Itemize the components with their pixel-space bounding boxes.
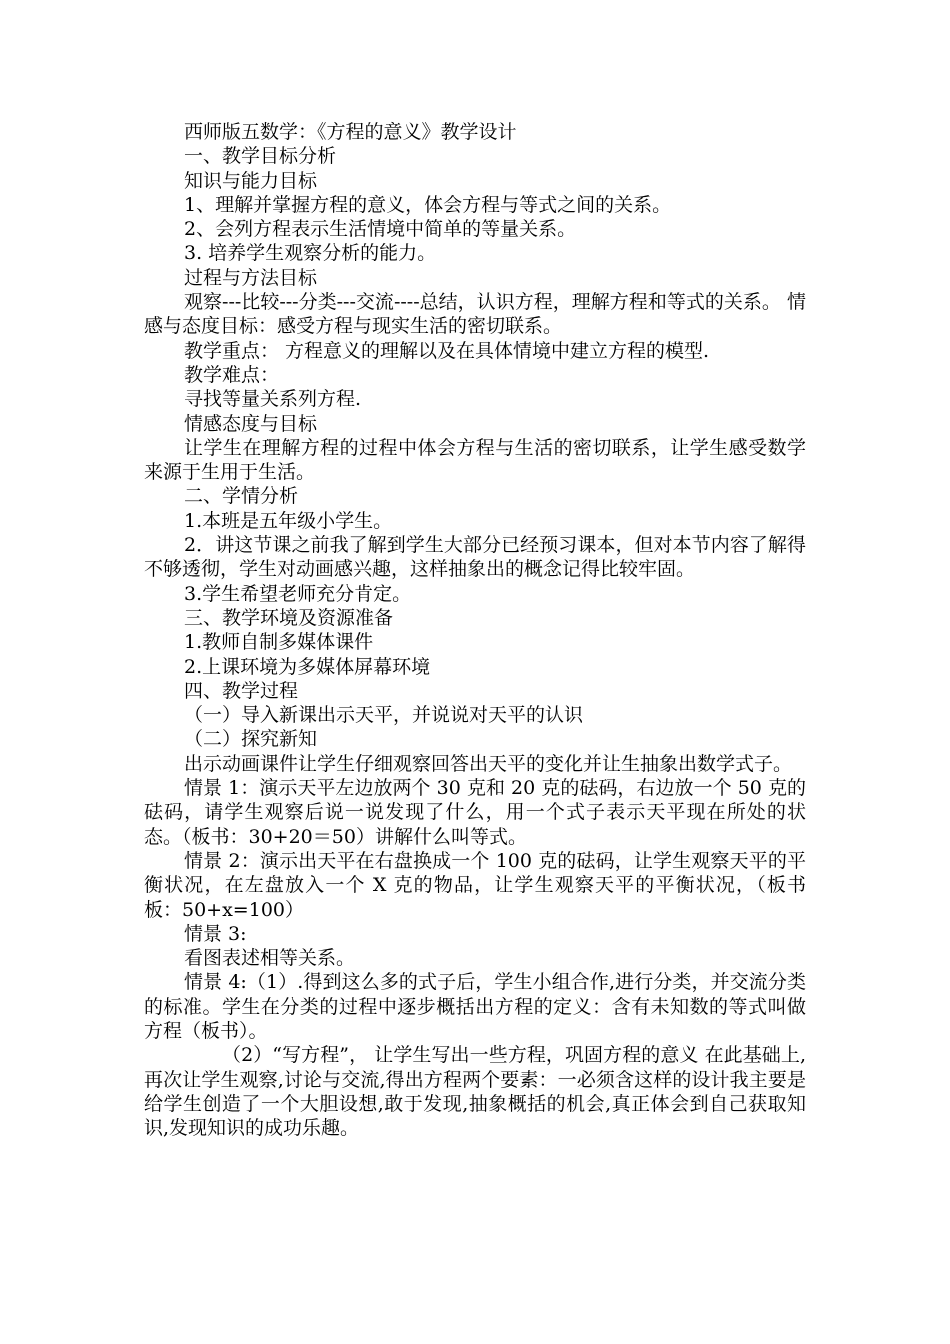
section-heading-1: 一、教学目标分析 <box>184 145 337 168</box>
paragraph-scene-2: 情景 2：演示出天平在右盘换成一个 100 克的砝码，让学生观察天平的平衡状况，在左盘放入一个 X 克的物品，让学生观察天平的平衡状况，（板书板：50+x=100） <box>144 849 806 921</box>
section-heading-2: 二、学情分析 <box>184 485 299 508</box>
paragraph: 1.教师自制多媒体课件 <box>184 631 374 654</box>
subheading-process-method: 过程与方法目标 <box>184 266 318 289</box>
paragraph: 1.本班是五年级小学生。 <box>184 509 393 532</box>
document-title: 西师版五数学：《方程的意义》教学设计 <box>184 121 517 143</box>
paragraph-scene-3: 情景 3: <box>184 922 247 945</box>
paragraph: 1、理解并掌握方程的意义，体会方程与等式之间的关系。 <box>184 193 672 216</box>
paragraph: 2、会列方程表示生活情境中简单的等量关系。 <box>184 218 577 241</box>
section-heading-4: 四、教学过程 <box>184 679 299 702</box>
paragraph-key-point: 教学重点： 方程意义的理解以及在具体情境中建立方程的模型. <box>184 339 710 362</box>
paragraph: （一）导入新课出示天平，并说说对天平的认识 <box>184 704 584 727</box>
paragraph: （二）探究新知 <box>184 728 318 751</box>
paragraph-difficulty: 教学难点： <box>184 363 280 386</box>
paragraph: 3. 培养学生观察分析的能力。 <box>184 242 437 265</box>
document-body <box>144 120 806 1140</box>
paragraph: 2．讲这节课之前我了解到学生大部分已经预习课本，但对本节内容了解得不够透彻，学生对动画感兴趣，这样抽象出的概念记得比较牢固。 <box>144 534 806 581</box>
paragraph: 寻找等量关系列方程. <box>184 388 362 411</box>
paragraph: 看图表述相等关系。 <box>184 947 356 970</box>
paragraph-scene-1: 情景 1：演示天平左边放两个 30 克和 20 克的砝码，右边放一个 50 克的砝码，请学生观察后说一说发现了什么，用一个式子表示天平现在所处的状态。（板书：30+20＝50）讲解什么叫等式。 <box>144 777 806 848</box>
paragraph-scene-4: 情景 4:（1）.得到这么多的式子后，学生小组合作,进行分类，并交流分类的标准。学生在分类的过程中逐步概括出方程的定义：含有未知数的等式叫做方程（板书）。 <box>144 971 806 1042</box>
subheading-emotion-attitude: 情感态度与目标 <box>184 412 318 435</box>
paragraph: 让学生在理解方程的过程中体会方程与生活的密切联系，让学生感受数学来源于生用于生活。 <box>144 436 806 484</box>
subheading-knowledge-ability: 知识与能力目标 <box>184 169 318 192</box>
paragraph: 2.上课环境为多媒体屏幕环境 <box>184 655 431 678</box>
paragraph: （2）“写方程”， 让学生写出一些方程，巩固方程的意义 在此基础上,再次让学生观察,讨论与交流,得出方程两个要素：一必须含这样的设计我主要是给学生创造了一个大胆设想,敢于发现,抽象概括的机会,真正体会到自己获取知识,发现知识的成功乐趣。 <box>144 1044 806 1140</box>
paragraph: 3.学生希望老师充分肯定。 <box>184 582 412 605</box>
paragraph: 观察---比较---分类---交流----总结，认识方程，理解方程和等式的关系。 情感与态度目标：感受方程与现实生活的密切联系。 <box>144 291 806 338</box>
paragraph: 出示动画课件让学生仔细观察回答出天平的变化并让生抽象出数学式子。 <box>184 752 793 775</box>
section-heading-3: 三、教学环境及资源准备 <box>184 606 394 629</box>
